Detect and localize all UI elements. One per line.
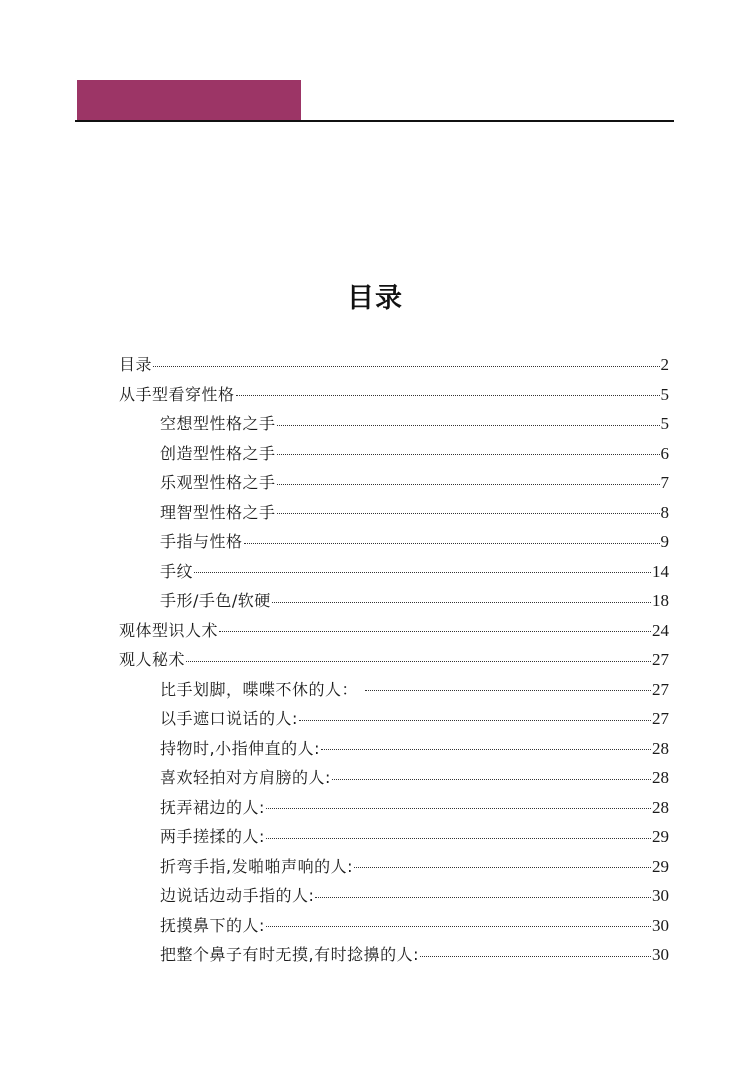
toc-entry-page: 29 [652, 856, 669, 876]
dot-leader [277, 425, 660, 426]
toc-entry-page: 30 [652, 886, 669, 905]
toc-entry-label: 目录 [119, 355, 153, 374]
toc-subentry[interactable] [119, 468, 669, 498]
toc-subentry[interactable] [119, 911, 669, 941]
toc-entry-label: 乐观型性格之手 [160, 473, 276, 492]
toc-entry-label: 折弯手指,发啪啪声响的人: [160, 856, 353, 876]
toc-entry-label: 以手遮口说话的人: [160, 709, 298, 728]
toc-entry[interactable] [119, 380, 669, 410]
toc-entry-label: 手纹 [160, 561, 194, 581]
toc-entry-page: 5 [660, 414, 669, 433]
dot-leader [272, 602, 651, 603]
toc-entry-label: 创造型性格之手 [160, 443, 276, 463]
dot-leader [277, 484, 660, 485]
toc-subentry[interactable] [119, 793, 669, 823]
toc-entry-page: 28 [652, 738, 669, 758]
toc-entry-label: 理智型性格之手 [160, 502, 276, 522]
toc-subentry[interactable] [119, 940, 669, 970]
toc-entry-page: 27 [652, 650, 669, 669]
toc-entry-label: 手指与性格 [160, 532, 243, 551]
toc-entry-page: 24 [652, 620, 669, 640]
toc-entry-page: 30 [652, 945, 669, 964]
header-rule-line [75, 120, 674, 122]
dot-leader [299, 720, 651, 721]
dot-leader [321, 749, 651, 750]
toc-subentry[interactable] [119, 763, 669, 793]
dot-leader [420, 956, 651, 957]
toc-entry-page: 6 [660, 443, 669, 463]
dot-leader [244, 543, 660, 544]
dot-leader [315, 897, 651, 898]
toc-subentry[interactable] [119, 557, 669, 587]
toc-entry-label: 观体型识人术 [119, 620, 219, 640]
dot-leader [354, 867, 651, 868]
toc-entry-page: 29 [652, 827, 669, 846]
toc-entry-label: 把整个鼻子有时无摸,有时捻擤的人: [160, 945, 419, 964]
dot-leader [332, 779, 651, 780]
page-title: 目录 [347, 283, 403, 314]
dot-leader [266, 926, 651, 927]
toc-entry[interactable] [119, 616, 669, 646]
dot-leader [219, 631, 651, 632]
toc-entry-label: 抚弄裙边的人: [160, 797, 265, 817]
toc-subentry[interactable] [119, 586, 669, 616]
toc-entry-page: 5 [660, 384, 669, 404]
toc-subentry[interactable] [119, 852, 669, 882]
dot-leader [266, 838, 651, 839]
toc-subentry[interactable] [119, 527, 669, 557]
toc-entry-page: 30 [652, 915, 669, 935]
dot-leader [365, 690, 651, 691]
header-accent-bar [77, 80, 301, 120]
dot-leader [277, 454, 660, 455]
dot-leader [277, 513, 660, 514]
dot-leader [186, 661, 651, 662]
toc-subentry[interactable] [119, 439, 669, 469]
toc-entry-label: 抚摸鼻下的人: [160, 915, 265, 935]
dot-leader [194, 572, 651, 573]
toc-entry-page: 14 [652, 561, 669, 581]
toc-entry-label: 手形/手色/软硬 [160, 591, 271, 610]
toc-entry[interactable] [119, 350, 669, 380]
toc-subentry[interactable] [119, 734, 669, 764]
toc-entry-page: 27 [652, 709, 669, 728]
toc-entry-page: 28 [652, 797, 669, 817]
toc-entry-label: 观人秘术 [119, 650, 186, 669]
table-of-contents [119, 350, 669, 970]
toc-subentry[interactable] [119, 704, 669, 734]
toc-subentry[interactable] [119, 675, 669, 705]
toc-subentry[interactable] [119, 409, 669, 439]
toc-entry-label: 边说话边动手指的人: [160, 886, 315, 905]
toc-entry-page: 2 [660, 355, 669, 374]
toc-entry-label: 喜欢轻拍对方肩膀的人: [160, 768, 331, 787]
toc-entry-label: 空想型性格之手 [160, 414, 276, 433]
toc-subentry[interactable] [119, 822, 669, 852]
toc-entry-page: 18 [652, 591, 669, 610]
toc-entry-page: 28 [652, 768, 669, 787]
toc-entry-label: 两手搓揉的人: [160, 827, 265, 846]
toc-entry[interactable] [119, 645, 669, 675]
toc-entry-label: 从手型看穿性格 [119, 384, 235, 404]
toc-entry-label: 比手划脚，喋喋不休的人： [160, 679, 364, 699]
dot-leader [153, 366, 659, 367]
dot-leader [266, 808, 651, 809]
toc-entry-label: 持物时,小指伸直的人: [160, 738, 320, 758]
toc-subentry[interactable] [119, 881, 669, 911]
toc-entry-page: 9 [660, 532, 669, 551]
toc-entry-page: 8 [660, 502, 669, 522]
toc-entry-page: 7 [660, 473, 669, 492]
toc-subentry[interactable] [119, 498, 669, 528]
toc-entry-page: 27 [652, 679, 669, 699]
dot-leader [236, 395, 660, 396]
